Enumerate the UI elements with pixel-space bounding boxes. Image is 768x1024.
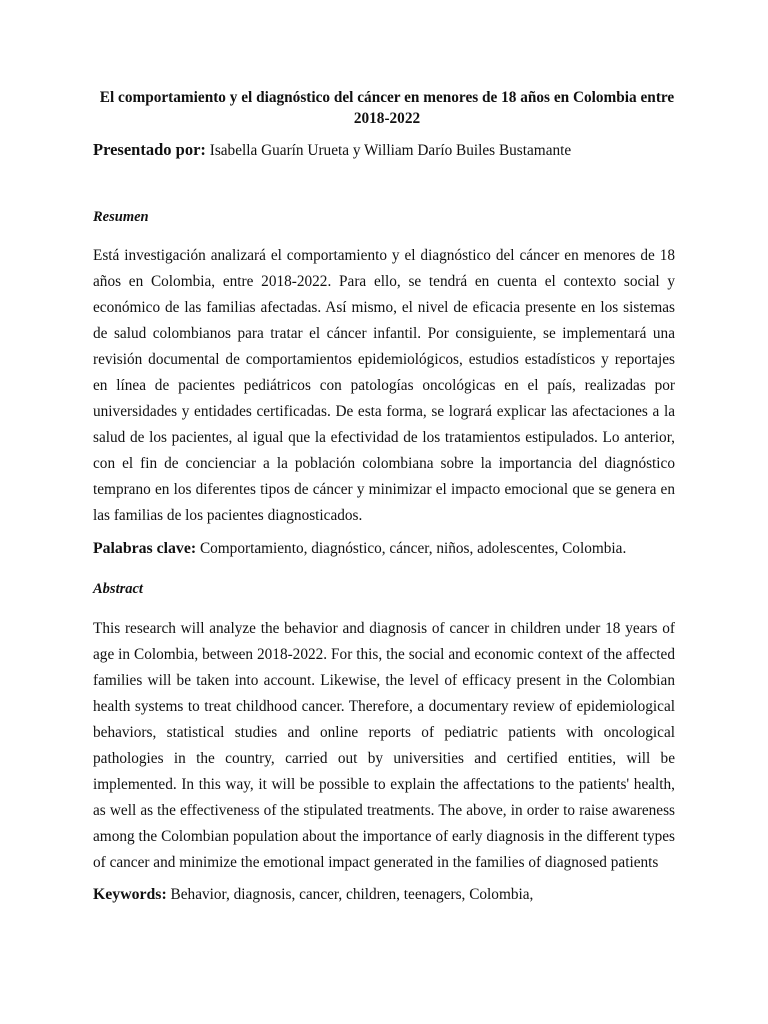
resumen-line: temprano en los diferentes tipos de cáncer y minimizar el impacto emocional que se genera en [93,481,675,498]
resumen-line: con el fin de concienciar a la población colombiana sobre la importancia del diagnóstico [93,455,675,472]
abstract-line: as well as the effectiveness of the stipulated treatments. The above, in order to raise awareness [93,802,675,819]
presented-by-label: Presentado por: [93,140,206,159]
resumen-line: Está investigación analizará el comportamiento y el diagnóstico del cáncer en menores de 18 [93,247,675,264]
resumen-line: económico de las familias afectadas. Así mismo, el nivel de eficacia presente en los sistemas [93,299,675,316]
paper-title [93,87,681,129]
title-line-2: 2018-2022 [353,110,421,127]
palabras-clave-text: Comportamiento, diagnóstico, cáncer, niños, adolescentes, Colombia. [199,540,627,557]
abstract-line: implemented. In this way, it will be possible to explain the affectations to the patients' health, [93,776,675,793]
resumen-line: salud de los pacientes, al igual que la efectividad de los tratamientos estipulados. Lo anterior, [93,429,675,446]
abstract-line: among the Colombian population about the importance of early diagnosis in the different types [93,828,675,845]
palabras-clave [93,538,693,560]
resumen-line: universidades y entidades certificadas. De esta forma, se logrará explicar las afectaciones a la [93,403,675,420]
resumen-paragraph [93,243,675,529]
abstract-line: families will be taken into account. Likewise, the level of efficacy present in the Colombian [93,672,675,689]
resumen-line: las familias de los pacientes diagnosticados. [93,507,363,524]
palabras-clave-label: Palabras clave: [93,540,197,557]
resumen-line: años en Colombia, entre 2018-2022. Para ello, se tendrá en cuenta el contexto social y [93,273,675,290]
title-line-1: El comportamiento y el diagnóstico del cáncer en menores de 18 años en Colombia entre [99,89,675,106]
keywords [93,884,693,906]
abstract-line: This research will analyze the behavior and diagnosis of cancer in children under 18 years of [93,620,675,637]
resumen-heading: Resumen [93,209,149,225]
keywords-label: Keywords: [93,886,167,903]
resumen-line: en línea de pacientes pediátricos con patologías oncológicas en el país, realizadas por [93,377,675,394]
resumen-line: revisión documental de comportamientos epidemiológicos, estudios estadísticos y reportajes [93,351,675,368]
keywords-text: Behavior, diagnosis, cancer, children, teenagers, Colombia, [170,886,534,903]
authors: Isabella Guarín Urueta y William Darío Builes Bustamante [209,142,572,159]
resumen-line: de salud colombianos para tratar el cáncer infantil. Por consiguiente, se implementará una [93,325,675,342]
abstract-line: age in Colombia, between 2018-2022. For this, the social and economic context of the affected [93,646,675,663]
abstract-line: of cancer and minimize the emotional impact generated in the families of diagnosed patients [93,854,659,871]
abstract-line: health systems to treat childhood cancer. Therefore, a documentary review of epidemiological [93,698,675,715]
abstract-paragraph [93,616,675,876]
abstract-line: behaviors, statistical studies and online reports of pediatric patients with oncological [93,724,675,741]
presented-by [93,139,693,162]
abstract-line: pathologies in the country, carried out by universities and certified entities, will be [93,750,675,767]
abstract-heading: Abstract [93,581,143,597]
